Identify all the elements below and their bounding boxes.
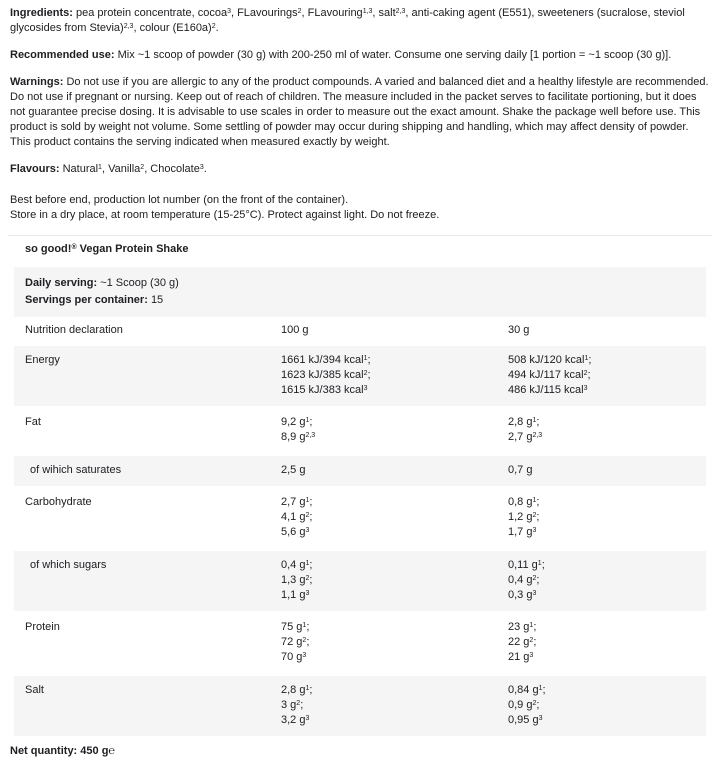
serving-line (25, 292, 698, 309)
nutrient-name: Salt (25, 684, 44, 696)
value-per-100g: 0,4 $g^1$; 1,3 $g^2$; 1,1 $g^3$ (281, 559, 313, 601)
value-per-30g: 0,8 $g^1$; 1,2 $g^2$; 1,7 $g^3$ (508, 496, 540, 538)
paragraph-text: pea protein concentrate, cocoa$^3$, FLavourings$^2$, FLavouring$^{1,3}$, salt$^{2,3}$, anti-caking agent (E551), sweeteners (sucralose, steviol glycosides from Stevia)$^{2,3}$, colour $(E160a)^2$. (10, 7, 685, 34)
table-row (14, 456, 706, 486)
table-row (14, 406, 706, 456)
value-per-100g: 2,8 $g^1$; 3 $g^2$; 3,2 $g^3$ (281, 684, 313, 726)
paragraph-storage (10, 193, 710, 223)
column-header-100g: 100 g (281, 324, 309, 336)
nutrient-name: Energy (25, 354, 60, 366)
net-quantity-label: Net quantity: (10, 745, 78, 757)
paragraph-text: Do not use if you are allergic to any of the product compounds. A varied and balanced diet and a healthy lifestyle are recommended. Do not use if pregnant or nursing. Keep out of reach of children. The measure included in the packet serves to facilitate portioning, but it does not guarantee precise dosing. It is advisable to use scales in order to measure out the exact amount. Shake the package well before use. This product is sold by weight not volume. Some settling of powder may occur during shipping and handling, which may affect density of powder. This product contains the serving indicated when measured exactly by weight. (10, 76, 709, 148)
table-row (14, 486, 706, 551)
nutrition-table (8, 235, 712, 736)
paragraph-label: Recommended use: (10, 49, 118, 61)
table-row (14, 551, 706, 611)
value-per-100g: 2,7 $g^1$; 4,1 $g^2$; 5,6 $g^3$ (281, 496, 313, 538)
value-per-30g: 0,11 $g^1$; 0,4 $g^2$; 0,3 $g^3$ (508, 559, 545, 601)
value-per-100g: 75 $g^1$; 72 $g^2$; 70 $g^3$ (281, 621, 310, 663)
serving-value: 15 (150, 294, 164, 306)
serving-value: ~1 Scoop (30 g) (100, 277, 179, 289)
brand-name: so good!® Vegan Protein Shake (25, 243, 189, 255)
value-per-100g: 9,2 $g^1$; 8,9 $g^{2,3}$ (281, 416, 316, 443)
table-column-header-row (14, 317, 706, 346)
table-brand-header (14, 236, 706, 267)
nutrient-name: Fat (25, 416, 41, 428)
nutrient-name: of which sugars (30, 559, 107, 571)
paragraph-label: Flavours: (10, 163, 63, 175)
value-per-100g: 1661 kJ/394 kcal$^1$; 1623 kJ/385 kcal$^2$; 1615 kJ/383 kcal$^3$ (281, 354, 371, 396)
paragraph-text-line: Best before end, production lot number (on the front of the container). (10, 194, 349, 206)
serving-info-row (14, 267, 706, 317)
serving-label: Daily serving: (25, 277, 101, 289)
paragraph-label: Warnings: (10, 76, 67, 88)
label-text-sections (0, 6, 720, 223)
serving-label: Servings per container: (25, 294, 151, 306)
paragraph-text: Mix ~1 scoop of powder (30 g) with 200-250 ml of water. Consume one serving daily [1 portion = ~1 scoop (30 g)]. (117, 49, 672, 61)
net-quantity (0, 744, 720, 759)
nutrient-name: Carbohydrate (25, 496, 92, 508)
value-per-30g: 508 kJ/120 kcal$^1$; 494 kJ/117 kcal$^2$; 486 kJ/115 kcal$^3$ (508, 354, 592, 396)
paragraph-warnings (10, 75, 710, 150)
value-per-100g: 2,5 g (281, 464, 306, 476)
net-quantity-value: 450 g℮ (80, 745, 116, 757)
value-per-30g: 23 $g^1$; 22 $g^2$; 21 $g^3$ (508, 621, 537, 663)
column-header-nutrition-declaration: Nutrition declaration (25, 324, 123, 336)
paragraph-text-line: Store in a dry place, at room temperature (15-25°C). Protect against light. Do not freeze. (10, 209, 440, 221)
serving-line (25, 275, 698, 292)
table-row (14, 611, 706, 676)
table-rows (8, 346, 712, 736)
paragraph-ingredients (10, 6, 710, 36)
column-header-30g: 30 g (508, 324, 530, 336)
paragraph-recommended-use (10, 48, 710, 63)
nutrient-name: Protein (25, 621, 60, 633)
value-per-30g: 0,7 g (508, 464, 533, 476)
value-per-30g: 0,84 $g^1$; 0,9 $g^2$; 0,95 $g^3$ (508, 684, 546, 726)
paragraph-text: Natural$^1$, Vanilla$^2$, Chocolate$^3$. (62, 163, 207, 175)
paragraph-flavours (10, 162, 710, 177)
nutrient-name: of wihich saturates (30, 464, 122, 476)
paragraph-label: Ingredients: (10, 7, 77, 19)
table-row (14, 346, 706, 406)
table-row (14, 676, 706, 736)
value-per-30g: 2,8 $g^1$; 2,7 $g^{2,3}$ (508, 416, 543, 443)
